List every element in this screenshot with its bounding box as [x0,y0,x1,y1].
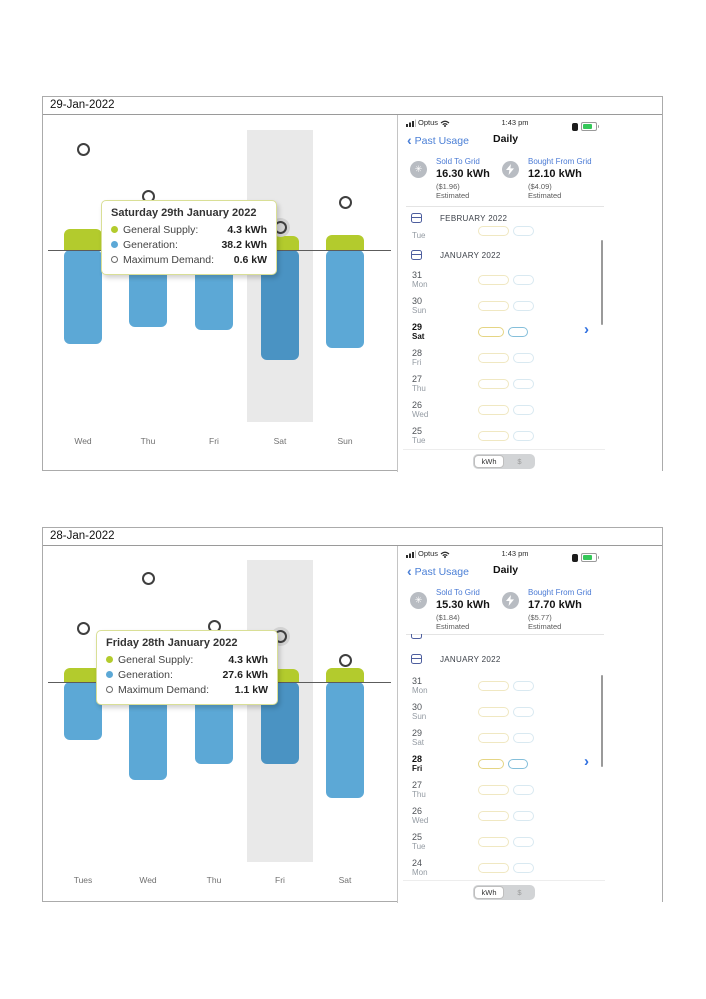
sold-pill [478,837,509,847]
clock-label: 1:43 pm [501,118,529,127]
sold-pill [478,759,504,769]
sold-pill [478,681,509,691]
sold-pill [478,707,509,717]
day-number: 25 [412,426,423,436]
tooltip-label: Generation: [123,238,178,251]
day-row[interactable] [398,832,603,856]
generation-dot-icon [111,241,118,248]
x-axis-label: Thu [140,436,156,446]
tooltip-label: Generation: [118,668,173,681]
tooltip-label: Maximum Demand: [118,683,210,696]
phone-screenshot [398,546,662,903]
day-name: Fri [412,764,423,773]
day-number: 29 [412,728,423,738]
bought-pill [513,405,534,415]
bought-from-grid-cost: ($5.77) [528,613,552,622]
kwh-toggle-option[interactable]: kWh [474,455,504,468]
divider [403,880,605,881]
day-number: 27 [412,780,423,790]
sold-pill [478,301,509,311]
nav-title: Daily [493,133,519,145]
sold-to-grid-value: 15.30 kWh [436,599,490,611]
back-button-label: Past Usage [414,566,469,578]
day-name: Fri [412,358,422,367]
bought-from-grid-label: Bought From Grid [528,588,592,597]
max-demand-ring-icon [106,686,113,693]
day-row[interactable] [398,322,603,346]
day-number: 29 [412,322,423,332]
month-header: JANUARY 2022 [440,251,501,260]
tooltip-row-max-demand [106,682,268,697]
day-name: Tue [412,436,426,445]
x-axis-label: Fri [275,875,285,885]
general-supply-bar[interactable] [326,668,364,682]
tooltip-value: 0.6 kW [233,253,267,266]
x-axis-label: Sat [273,436,287,446]
energy-bar-chart [43,546,398,903]
panel-date-title: 28-Jan-2022 [43,528,662,546]
day-row[interactable] [398,806,603,830]
sold-to-grid-note: Estimated [436,191,470,200]
day-name: Mon [412,280,428,289]
general-supply-dot-icon [111,226,118,233]
unit-toggle[interactable] [473,454,535,469]
bought-pill [508,327,528,337]
chevron-right-icon[interactable]: › [584,753,589,770]
sold-pill [478,811,509,821]
day-name: Tue [412,231,426,240]
day-name: Sat [412,332,425,341]
bought-pill [513,275,534,285]
bought-pill [513,353,534,363]
carrier-label: Optus [418,118,439,127]
x-axis-label: Tues [73,875,93,885]
bought-from-grid-label: Bought From Grid [528,157,592,166]
sold-pill [478,353,509,363]
max-demand-marker[interactable] [339,654,352,667]
sold-pill [478,863,509,873]
bought-pill [513,681,534,691]
x-axis-label: Wed [139,875,157,885]
x-axis-label: Sat [338,875,352,885]
chart-tooltip [101,200,277,275]
generation-bar[interactable] [64,250,102,344]
bought-pill [513,226,534,236]
bought-pill [513,733,534,743]
report-panel-28-jan [42,527,663,902]
day-list [398,115,662,472]
day-name: Thu [412,790,426,799]
day-name: Sun [412,306,427,315]
tooltip-row-general-supply [106,652,268,667]
day-name: Wed [412,410,429,419]
tooltip-row-max-demand [111,252,267,267]
scrollbar[interactable] [601,240,603,325]
chart-tooltip [96,630,278,705]
day-name: Wed [412,816,429,825]
day-name: Tue [412,842,426,851]
day-number: 28 [412,348,423,358]
general-supply-bar[interactable] [326,235,364,250]
day-name: Sun [412,712,427,721]
panel-date-title: 29-Jan-2022 [43,97,662,115]
tooltip-value: 27.6 kWh [222,668,268,681]
day-row[interactable] [398,754,603,778]
day-row[interactable] [398,374,603,398]
carrier-label: Optus [418,549,439,558]
day-row[interactable] [398,348,603,372]
max-demand-marker[interactable] [339,196,352,209]
bought-pill [513,863,534,873]
x-axis-label: Wed [74,436,92,446]
sold-pill [478,327,504,337]
sold-to-grid-note: Estimated [436,622,470,631]
calendar-icon [411,654,422,664]
clock-label: 1:43 pm [501,549,529,558]
energy-bar-chart [43,115,398,472]
month-header: FEBRUARY 2022 [440,214,508,223]
dollar-toggle-option[interactable]: $ [517,457,522,466]
max-demand-ring-icon [111,256,118,263]
day-row[interactable] [398,296,603,320]
bought-pill [513,301,534,311]
kwh-toggle-option[interactable]: kWh [474,886,504,899]
day-row[interactable] [398,780,603,804]
bought-from-grid-cost: ($4.09) [528,182,552,191]
day-name: Sat [412,738,425,747]
day-number: 26 [412,400,423,410]
chevron-left-icon: ‹ [407,132,412,148]
day-name: Mon [412,868,428,877]
sold-to-grid-value: 16.30 kWh [436,168,490,180]
bought-pill [513,811,534,821]
tooltip-value: 1.1 kW [234,683,268,696]
bought-from-grid-value: 17.70 kWh [528,599,582,611]
tooltip-value: 4.3 kWh [228,653,268,666]
x-axis-label: Sun [337,436,353,446]
sold-to-grid-label: Sold To Grid [436,157,480,166]
sold-pill [478,785,509,795]
day-row[interactable] [398,270,603,294]
nav-title: Daily [493,564,519,576]
day-number: 31 [412,270,423,280]
sun-icon: ✳ [410,161,427,178]
day-number: 26 [412,806,423,816]
report-panel-29-jan [42,96,663,471]
day-row[interactable] [398,728,603,752]
bought-pill [513,785,534,795]
bought-from-grid-note: Estimated [528,622,562,631]
day-row[interactable] [398,426,603,450]
day-number: 27 [412,374,423,384]
day-row[interactable] [398,400,603,424]
chevron-left-icon: ‹ [407,563,412,579]
day-number: 30 [412,702,423,712]
bought-from-grid-note: Estimated [528,191,562,200]
day-number: 24 [412,858,423,868]
generation-bar[interactable] [326,250,364,348]
phone-screenshot [398,115,662,472]
generation-dot-icon [106,671,113,678]
sold-pill [478,226,509,236]
sold-pill [478,275,509,285]
day-row[interactable] [398,676,603,700]
sun-icon: ✳ [410,592,427,609]
bought-pill [513,431,534,441]
day-number: 25 [412,832,423,842]
tooltip-value: 38.2 kWh [221,238,267,251]
bought-from-grid-value: 12.10 kWh [528,168,582,180]
generation-bar[interactable] [326,682,364,798]
max-demand-marker[interactable] [77,622,90,635]
unit-toggle[interactable] [473,885,535,900]
x-axis-label: Fri [209,436,219,446]
bought-pill [513,379,534,389]
divider [403,449,605,450]
bought-pill [513,837,534,847]
day-number: 31 [412,676,423,686]
day-number: 28 [412,754,423,764]
bought-pill [513,707,534,717]
day-number: 30 [412,296,423,306]
tooltip-label: General Supply: [123,223,199,236]
tooltip-label: Maximum Demand: [123,253,215,266]
sold-to-grid-cost: ($1.84) [436,613,460,622]
sold-pill [478,733,509,743]
general-supply-bar[interactable] [64,229,102,250]
x-axis-label: Thu [206,875,222,885]
general-supply-dot-icon [106,656,113,663]
tooltip-row-generation [111,237,267,252]
month-header: JANUARY 2022 [440,655,501,664]
sold-pill [478,405,509,415]
day-name: Mon [412,686,428,695]
sold-to-grid-label: Sold To Grid [436,588,480,597]
tooltip-title: Friday 28th January 2022 [106,637,238,649]
bought-pill [508,759,528,769]
tooltip-label: General Supply: [118,653,194,666]
sold-to-grid-cost: ($1.96) [436,182,460,191]
day-name: Thu [412,384,426,393]
back-button-label: Past Usage [414,135,469,147]
tooltip-row-generation [106,667,268,682]
max-demand-marker[interactable] [142,572,155,585]
sold-pill [478,379,509,389]
calendar-icon [411,250,422,260]
day-list [398,546,662,903]
chevron-right-icon[interactable]: › [584,321,589,338]
calendar-icon [411,634,422,639]
dollar-toggle-option[interactable]: $ [517,888,522,897]
sold-pill [478,431,509,441]
day-row[interactable] [398,702,603,726]
scrollbar[interactable] [601,675,603,767]
tooltip-value: 4.3 kWh [227,223,267,236]
tooltip-title: Saturday 29th January 2022 [111,207,257,219]
max-demand-marker[interactable] [77,143,90,156]
day-row[interactable] [398,221,603,245]
day-row[interactable] [398,858,603,882]
tooltip-row-general-supply [111,222,267,237]
